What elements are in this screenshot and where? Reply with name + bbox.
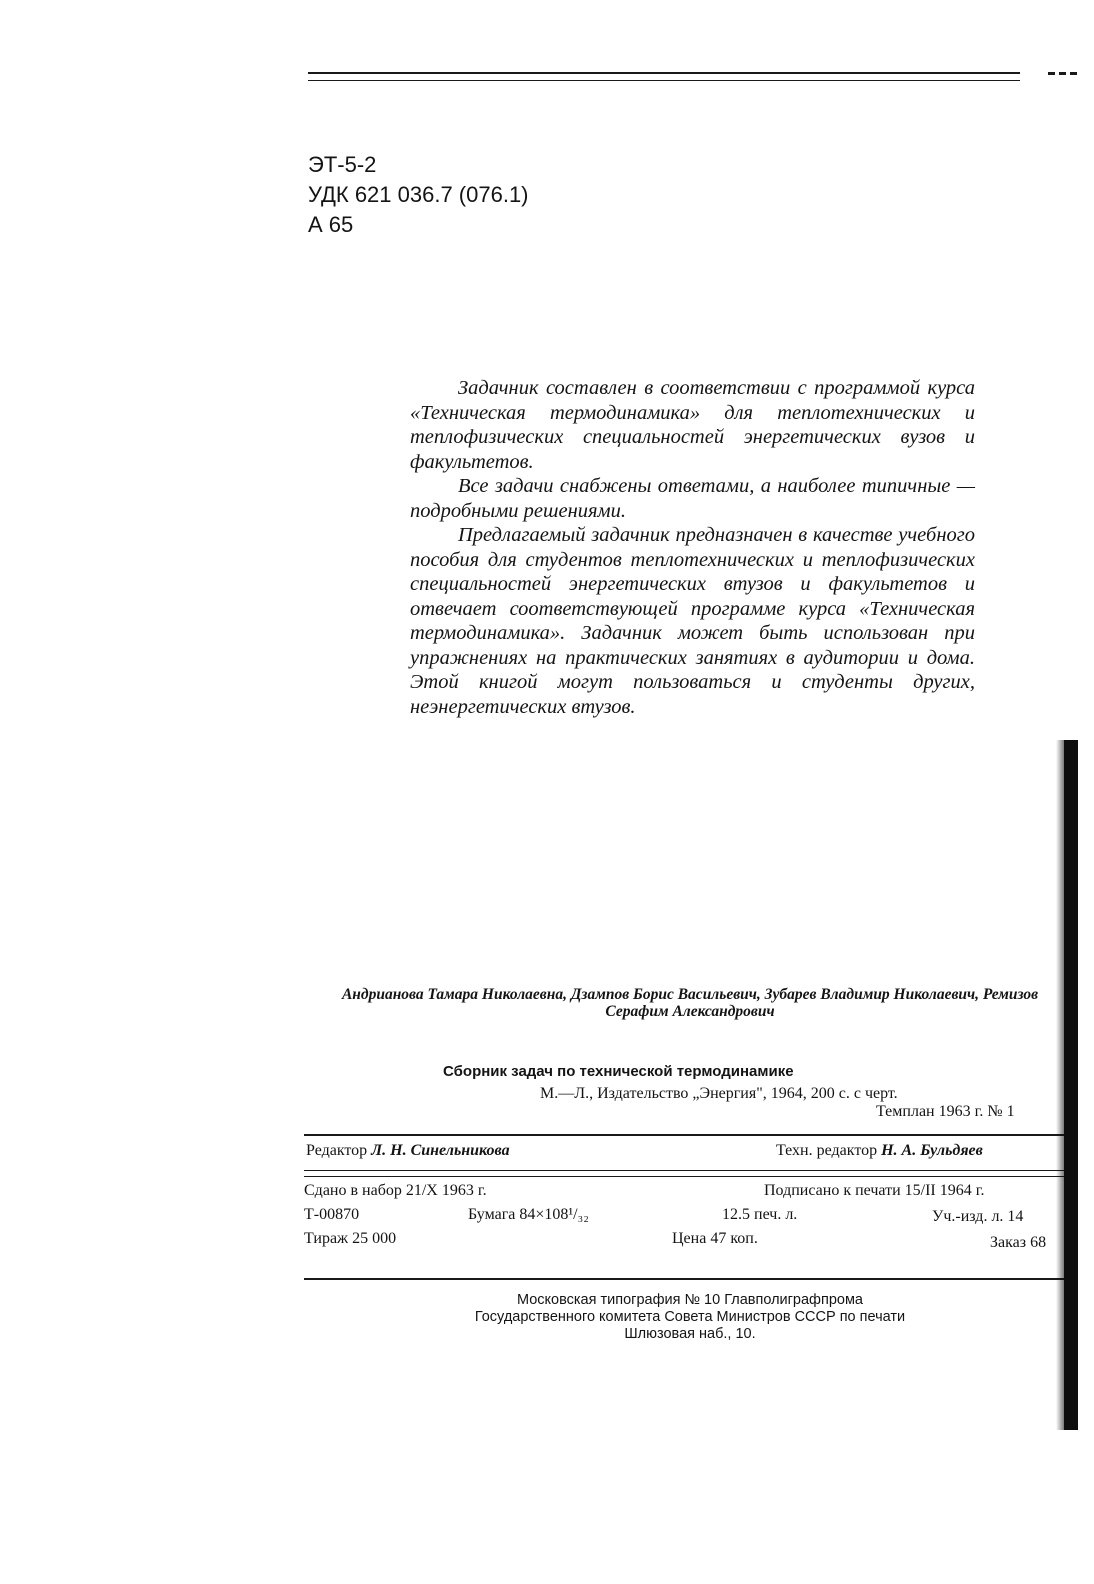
censor-code: Т-00870 (304, 1206, 360, 1223)
printer-line-3: Шлюзовая наб., 10. (624, 1326, 756, 1342)
annotation-paragraph-3: Предлагаемый задачник предназначен в качестве учебного пособия для студентов теплотехнических и теплофизических специальностей энергетических втузов и факультетов и отвечает соответствующей программе курса «Техническая термодинамика». Задачник может быть использован при упражнениях на практических занятиях в аудитории и дома. Этой книгой могут пользоваться и студенты других, неэнергетических втузов. (410, 524, 975, 718)
authors: Андрианова Тамара Николаевна, Дзампов Борис Васильевич, Зубарев Владимир Николаевич, Ремизов Серафим Александрович (341, 986, 1039, 1020)
scan-edge-fade (1056, 740, 1064, 1430)
imprint: М.—Л., Издательство „Энергия", 1964, 200 с. с черт. (540, 1085, 898, 1102)
annotation (410, 376, 975, 719)
printer-info (360, 1292, 1020, 1343)
top-rule-fragment (1048, 72, 1078, 75)
publisher-sheets: Уч.-изд. л. 14 (932, 1208, 1024, 1225)
paper-format: Бумага 84×108¹/₃₂ (468, 1206, 589, 1223)
tech-editor-line (776, 1142, 983, 1160)
annotation-paragraph-2: Все задачи снабжены ответами, а наиболее типичные — подробными решениями. (410, 475, 975, 522)
top-rule (308, 72, 1020, 81)
classification-codes (308, 150, 529, 240)
printer-line-1: Московская типография № 10 Главполиграфпрома (516, 1292, 864, 1308)
typeset-date: Сдано в набор 21/X 1963 г. (304, 1182, 487, 1199)
section-rule-double-top (304, 1170, 1064, 1171)
editor-name: Л. Н. Синельникова (371, 1142, 510, 1159)
signed-date: Подписано к печати 15/II 1964 г. (764, 1182, 985, 1199)
order-number: Заказ 68 (990, 1234, 1047, 1251)
tech-editor-name: Н. А. Бульдяев (881, 1142, 983, 1159)
editor-label: Редактор (306, 1142, 368, 1159)
print-run: Тираж 25 000 (304, 1230, 397, 1247)
section-rule (304, 1134, 1064, 1136)
author-mark: А 65 (308, 212, 354, 237)
section-rule-double-bottom (304, 1176, 1064, 1177)
templan: Темплан 1963 г. № 1 (876, 1103, 1015, 1120)
udc-code: УДК 621 036.7 (076.1) (308, 182, 529, 207)
printed-sheets: 12.5 печ. л. (722, 1206, 798, 1223)
book-title: Сборник задач по технической термодинамике (443, 1063, 794, 1080)
editor-line (306, 1142, 510, 1160)
bbk-code: ЭТ-5-2 (308, 152, 377, 177)
price: Цена 47 коп. (672, 1230, 758, 1247)
scan-edge-shadow (1064, 740, 1078, 1430)
annotation-paragraph-1: Задачник составлен в соответствии с программой курса «Техническая термодинамика» для теплотехнических и теплофизических специальностей энергетических вузов и факультетов. (410, 377, 975, 473)
printer-line-2: Государственного комитета Совета Министров СССР по печати (474, 1309, 906, 1325)
tech-editor-label: Техн. редактор (776, 1142, 878, 1159)
bottom-rule (304, 1278, 1064, 1280)
